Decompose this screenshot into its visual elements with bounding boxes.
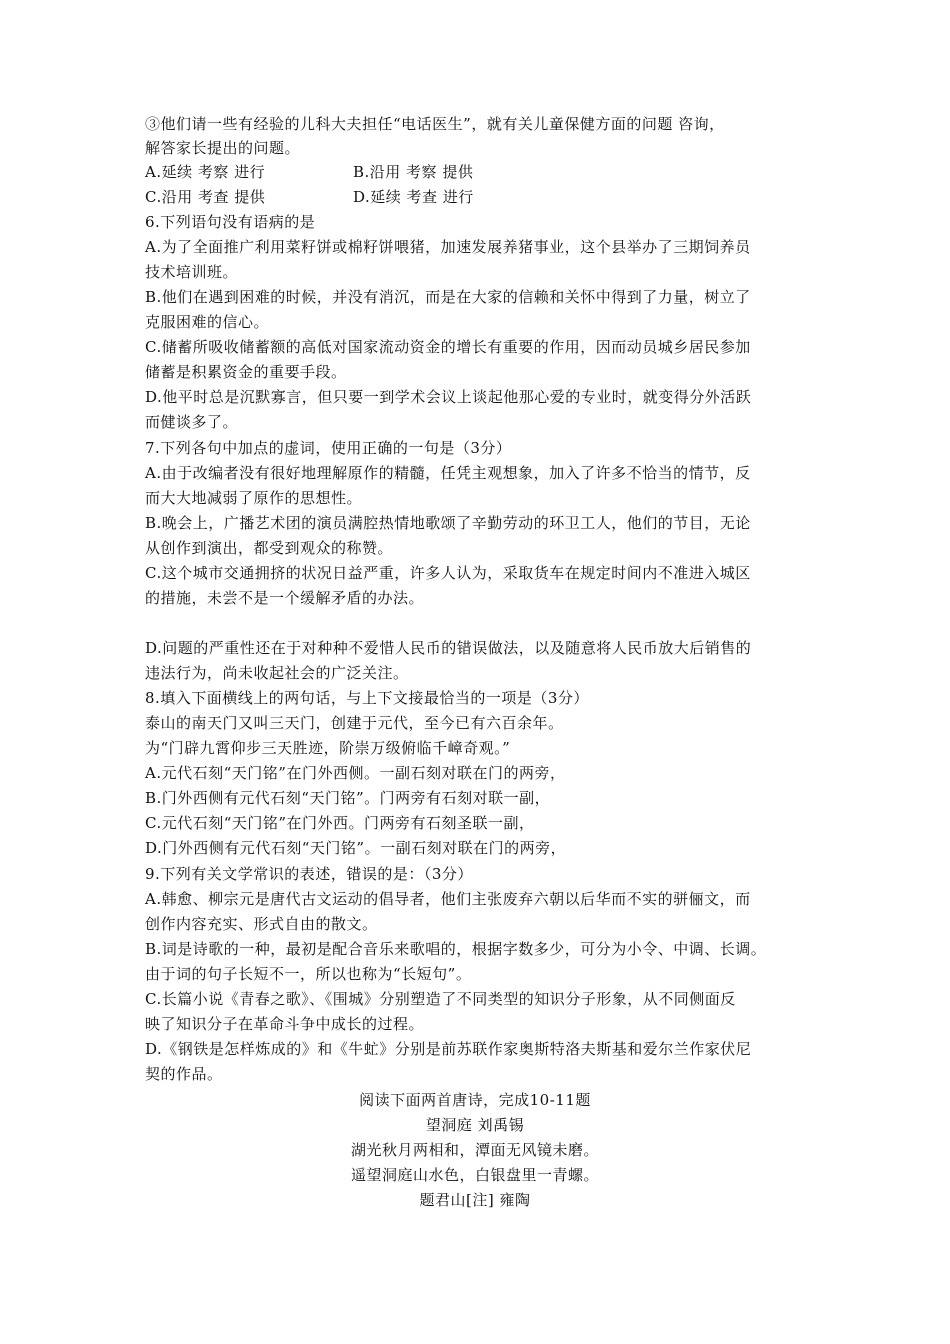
q8-context-line2: 为“门辟九霄仰步三天胜迹，阶崇万级俯临千嶂奇观。” (145, 739, 511, 757)
q9-option-d-line2: 契的作品。 (145, 1065, 223, 1083)
q8-context-line1: 泰山的南天门又叫三天门，创建于元代，至今已有六百余年。 (145, 714, 564, 732)
q7-option-c-line1: C.这个城市交通拥挤的状况日益严重，许多人认为，采取货车在规定时间内不准进入城区 (145, 564, 751, 582)
q9-option-b-line1: B.词是诗歌的一种，最初是配合音乐来歌唱的，根据字数多少，可分为小令、中调、长调。 (145, 940, 767, 958)
q9-option-a-line2: 创作内容充实、形式自由的散文。 (145, 915, 378, 933)
q9-option-b-line2: 由于词的句子长短不一，所以也称为“长短句”。 (145, 965, 472, 983)
q7-option-b-line2: 从创作到演出，都受到观众的称赞。 (145, 539, 394, 557)
q5-option-b: B.沿用 考察 提供 (353, 163, 474, 181)
q9-option-c-line1: C.长篇小说《青春之歌》、《围城》分别塑造了不同类型的知识分子形象，从不同侧面反 (145, 990, 736, 1008)
poem1-line1: 湖光秋月两相和，潭面无风镜未磨。 (350, 1141, 599, 1159)
q6-option-a-line2: 技术培训班。 (145, 263, 239, 281)
q6-option-b-line1: B.他们在遇到困难的时候，并没有消沉，而是在大家的信赖和关怀中得到了力量，树立了 (145, 288, 751, 306)
q6-stem: 6.下列语句没有语病的是 (145, 213, 316, 231)
q8-stem: 8.填入下面横线上的两句话，与上下文接最恰当的一项是（3分） (145, 689, 589, 707)
q8-option-d: D.门外西侧有元代石刻“天门铭”。一副石刻对联在门的两旁， (145, 839, 567, 857)
q7-option-b-line1: B.晚会上，广播艺术团的演员满腔热情地歌颂了辛勤劳动的环卫工人，他们的节目，无论 (145, 514, 751, 532)
q6-option-d-line1: D.他平时总是沉默寡言，但只要一到学术会议上谈起他那心爱的专业时，就变得分外活跃 (145, 388, 752, 406)
q9-option-a-line1: A.韩愈、柳宗元是唐代古文运动的倡导者，他们主张废弃六朝以后华而不实的骈俪文，而 (145, 890, 751, 908)
poem1-title: 望洞庭 刘禹锡 (425, 1116, 525, 1134)
q6-option-c-line1: C.储蓄所吸收储蓄额的高低对国家流动资金的增长有重要的作用，因而动员城乡居民参加 (145, 338, 751, 356)
q7-option-c-line2: 的措施，未尝不是一个缓解矛盾的办法。 (145, 589, 425, 607)
q6-option-b-line2: 克服困难的信心。 (145, 313, 270, 331)
q5-option-d: D.延续 考查 进行 (353, 188, 474, 206)
poems-intro: 阅读下面两首唐诗，完成10-11题 (359, 1091, 591, 1109)
q5-option-c: C.沿用 考查 提供 (145, 188, 266, 206)
poem2-title: 题君山[注] 雍陶 (419, 1191, 531, 1209)
q7-option-d-line1: D.问题的严重性还在于对种种不爱惜人民币的错误做法，以及随意将人民币放大后销售的 (145, 639, 752, 657)
q9-option-c-line2: 映了知识分子在革命斗争中成长的过程。 (145, 1015, 425, 1033)
q5-item3-line1: ③他们请一些有经验的儿科大夫担任“电话医生”，就有关儿童保健方面的问题 咨询， (145, 115, 725, 133)
q8-option-b: B.门外西侧有元代石刻“天门铭”。门两旁有石刻对联一副， (145, 789, 551, 807)
q7-stem: 7.下列各句中加点的虚词，使用正确的一句是（3分） (145, 439, 512, 457)
q7-option-d-line2: 违法行为，尚未收起社会的广泛关注。 (145, 664, 409, 682)
q6-option-c-line2: 储蓄是积累资金的重要手段。 (145, 363, 347, 381)
q8-option-a: A.元代石刻“天门铭”在门外西侧。一副石刻对联在门的两旁， (145, 764, 566, 782)
q6-option-d-line2: 而健谈多了。 (145, 413, 239, 431)
q5-option-a: A.延续 考察 进行 (145, 163, 266, 181)
poem1-line2: 遥望洞庭山水色，白银盘里一青螺。 (350, 1166, 599, 1184)
q5-item3-line2: 解答家长提出的问题。 (145, 139, 301, 157)
q9-option-d-line1: D.《钢铁是怎样炼成的》和《牛虻》分别是前苏联作家奥斯特洛夫斯基和爱尔兰作家伏尼 (145, 1040, 752, 1058)
q7-option-a-line1: A.由于改编者没有很好地理解原作的精髓，任凭主观想象，加入了许多不恰当的情节，反 (145, 464, 751, 482)
q6-option-a-line1: A.为了全面推广利用菜籽饼或棉籽饼喂猪，加速发展养猪事业，这个县举办了三期饲养员 (145, 238, 751, 256)
q9-stem: 9.下列有关文学常识的表述，错误的是：（3分） (145, 865, 473, 883)
q7-option-a-line2: 而大大地减弱了原作的思想性。 (145, 489, 363, 507)
q8-option-c: C.元代石刻“天门铭”在门外西。门两旁有石刻圣联一副， (145, 814, 535, 832)
